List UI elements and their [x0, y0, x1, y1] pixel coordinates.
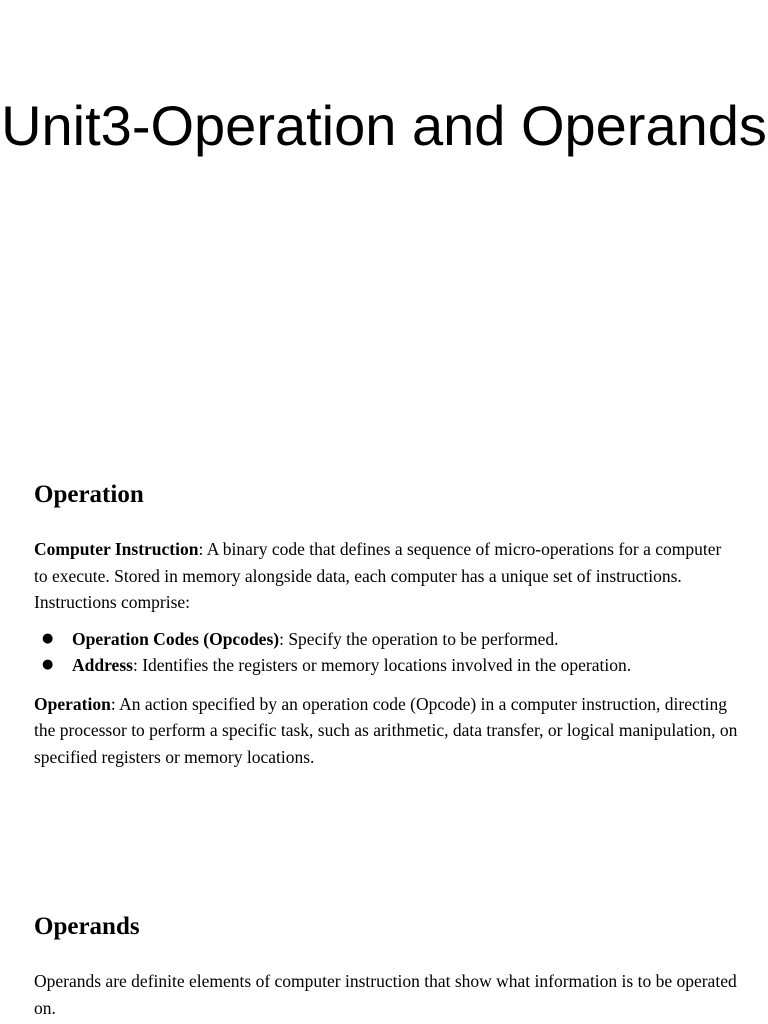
page-title: Unit3-Operation and Operands: [1, 94, 767, 157]
list-item-text: : Identifies the registers or memory locations involved in the operation.: [132, 655, 632, 675]
bullet-icon: ●: [42, 657, 54, 672]
list-item: [34, 652, 739, 679]
computer-instruction-paragraph: [34, 536, 739, 616]
list-item-term: Operation Codes (Opcodes): [72, 628, 280, 649]
operation-definition: : An action specified by an operation code (Opcode) in a computer instruction, directing the processor to perform a specific task, such as arithmetic, data transfer, or logical manipulation, on specified registers or memory locations.: [34, 693, 738, 767]
list-item-text: : Specify the operation to be performed.: [279, 628, 559, 649]
computer-instruction-term: Computer Instruction: [34, 539, 199, 559]
operands-paragraph: Operands are definite elements of computer instruction that show what information is to be operated on.: [34, 971, 737, 1018]
operation-term: Operation: [34, 693, 111, 714]
instruction-parts-list: [34, 626, 739, 679]
bullet-icon: ●: [42, 630, 54, 646]
operands-section: [34, 912, 739, 1021]
operation-definition-paragraph: [34, 691, 739, 771]
computer-instruction-definition: : A binary code that defines a sequence of micro-operations for a computer to execute. Stored in memory alongside data, each computer has a unique set of instructions. Instructions comprise:: [34, 539, 722, 612]
list-item: [34, 626, 739, 653]
list-item-term: Address: [72, 655, 133, 675]
operands-heading: Operands: [34, 913, 140, 940]
operation-heading: Operation: [34, 481, 144, 508]
operation-section: [34, 480, 739, 770]
